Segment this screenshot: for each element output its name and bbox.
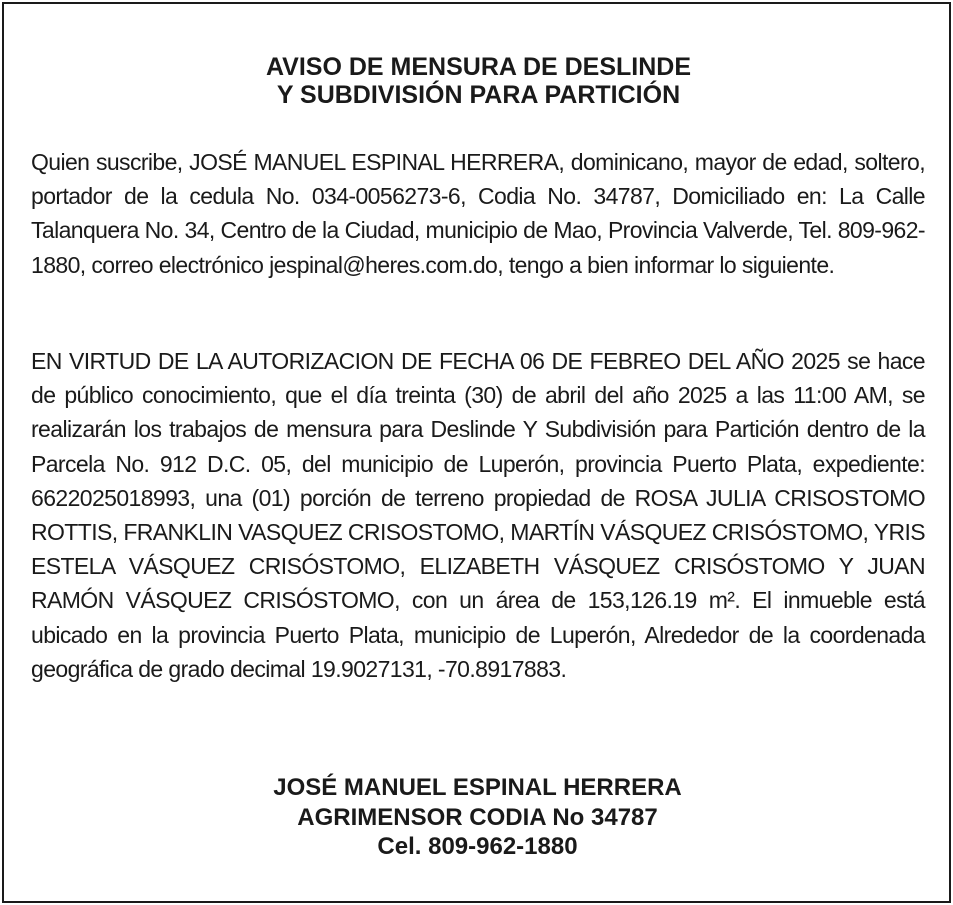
notice-title-line-1: AVISO DE MENSURA DE DESLINDE — [265, 53, 692, 81]
notice-paragraph-intro: Quien suscribe, JOSÉ MANUEL ESPINAL HERRERA, dominicano, mayor de edad, soltero, portador de la cedula No. 034-0056273-6, Codia No. 34787, Domiciliado en: La Calle Talanquera No. 34, Centro de la Ciudad, municipio de Mao, Provincia Valverde, Tel. 809-962-1880, correo electrónico jespinal@heres.com.do, tengo a bien informar lo siguiente. — [31, 149, 925, 278]
signature-phone: Cel. 809-962-1880 — [377, 833, 578, 860]
signature-name: JOSÉ MANUEL ESPINAL HERRERA — [273, 774, 682, 801]
signature-title: AGRIMENSOR CODIA No 34787 — [297, 804, 658, 831]
notice-frame — [2, 2, 951, 903]
notice-title-line-2: Y SUBDIVISIÓN PARA PARTICIÓN — [276, 81, 681, 109]
notice-paragraph-details: EN VIRTUD DE LA AUTORIZACION DE FECHA 06 DE FEBREO DEL AÑO 2025 se hace de público conocimiento, que el día treinta (30) de abril del año 2025 a las 11:00 AM, se realizarán los trabajos de mensura para Deslinde Y Subdivisión para Partición dentro de la Parcela No. 912 D.C. 05, del municipio de Luperón, provincia Puerto Plata, expediente: 6622025018993, una (01) porción de terreno propiedad de ROSA JULIA CRISOSTOMO ROTTIS, FRANKLIN VASQUEZ CRISOSTOMO, MARTÍN VÁSQUEZ CRISÓSTOMO, YRIS ESTELA VÁSQUEZ CRISÓSTOMO, ELIZABETH VÁSQUEZ CRISÓSTOMO Y JUAN RAMÓN VÁSQUEZ CRISÓSTOMO, con un área de 153,126.19 m². El inmueble está ubicado en la provincia Puerto Plata, municipio de Luperón, Alrededor de la coordenada geográfica de grado decimal 19.9027131, -70.8917883. — [31, 348, 925, 682]
